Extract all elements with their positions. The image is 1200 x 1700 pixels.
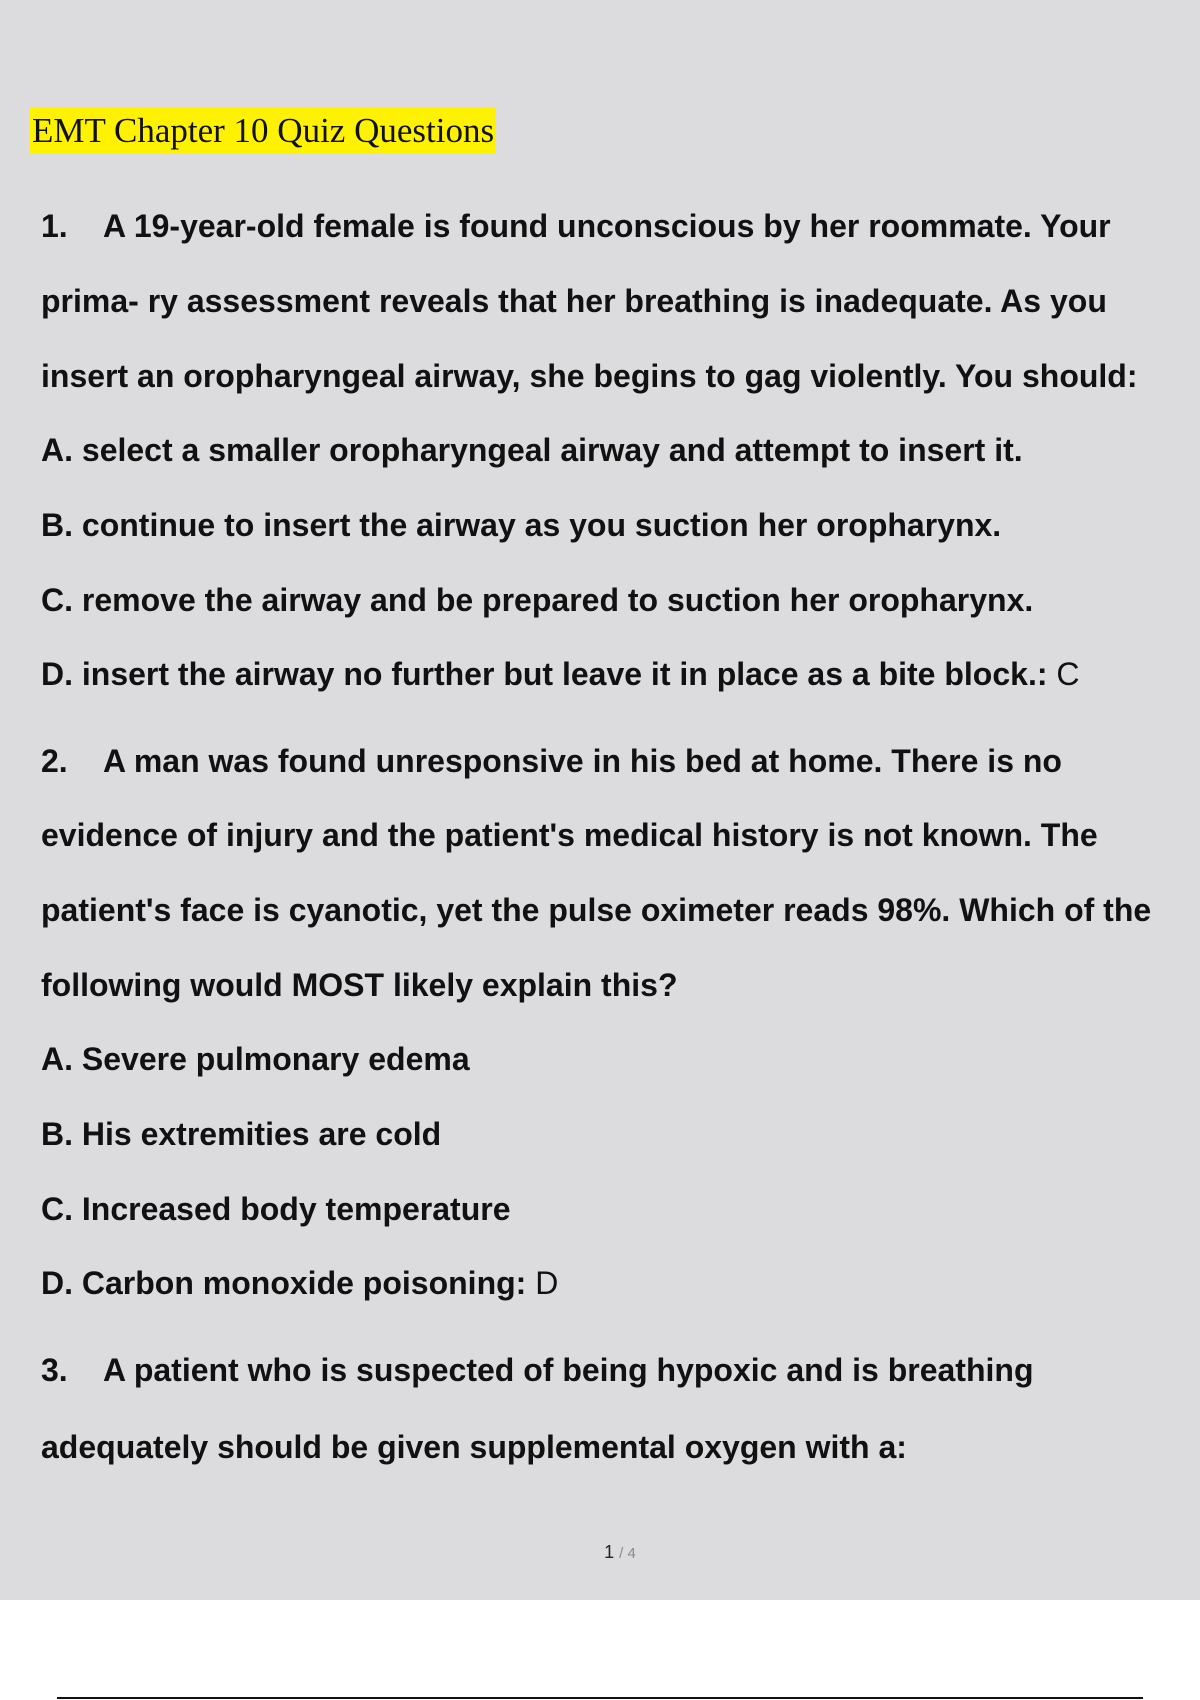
question-text: A patient who is suspected of being hypoxic and is breathing xyxy=(103,1352,1034,1388)
question-3-line-2: adequately should be given supplemental oxygen with a: xyxy=(41,1429,907,1465)
question-2-line-2: evidence of injury and the patient's medical history is not known. The xyxy=(41,817,1098,853)
option-text: D. Carbon monoxide poisoning: xyxy=(41,1265,527,1301)
answer-key: D xyxy=(535,1265,559,1301)
current-page: 1 xyxy=(604,1542,615,1562)
question-1-option-c: C. remove the airway and be prepared to suction her oropharynx. xyxy=(41,582,1034,618)
question-2-option-a: A. Severe pulmonary edema xyxy=(41,1041,470,1077)
total-pages: / 4 xyxy=(619,1545,636,1562)
question-1-option-a: A. select a smaller oropharyngeal airway and attempt to insert it. xyxy=(41,432,1023,468)
question-number: 1. xyxy=(41,208,68,244)
question-2-option-d xyxy=(41,1263,558,1303)
question-2-line-1 xyxy=(41,741,1062,781)
question-text: A 19-year-old female is found unconscious by her roommate. Your xyxy=(103,208,1111,244)
question-2-line-4: following would MOST likely explain this? xyxy=(41,967,678,1003)
question-2-option-c: C. Increased body temperature xyxy=(41,1191,511,1227)
divider xyxy=(57,1697,1143,1699)
question-1-line-2: prima- ry assessment reveals that her breathing is inadequate. As you xyxy=(41,283,1107,319)
page-indicator xyxy=(0,1542,1200,1563)
answer-key: C xyxy=(1056,656,1080,692)
question-text: A man was found unresponsive in his bed at home. There is no xyxy=(103,743,1062,779)
question-1-line-1 xyxy=(41,206,1111,246)
question-1-option-b: B. continue to insert the airway as you suction her oropharynx. xyxy=(41,507,1002,543)
question-number: 3. xyxy=(41,1352,68,1388)
question-2-line-3: patient's face is cyanotic, yet the pulse oximeter reads 98%. Which of the xyxy=(41,892,1152,928)
document-title: EMT Chapter 10 Quiz Questions xyxy=(30,108,496,154)
question-number: 2. xyxy=(41,743,68,779)
question-1-option-d xyxy=(41,654,1079,694)
question-2-option-b: B. His extremities are cold xyxy=(41,1116,442,1152)
question-1-line-3: insert an oropharyngeal airway, she begins to gag violently. You should: xyxy=(41,358,1138,394)
option-text: D. insert the airway no further but leave it in place as a bite block.: xyxy=(41,656,1048,692)
question-3-line-1 xyxy=(41,1350,1033,1390)
